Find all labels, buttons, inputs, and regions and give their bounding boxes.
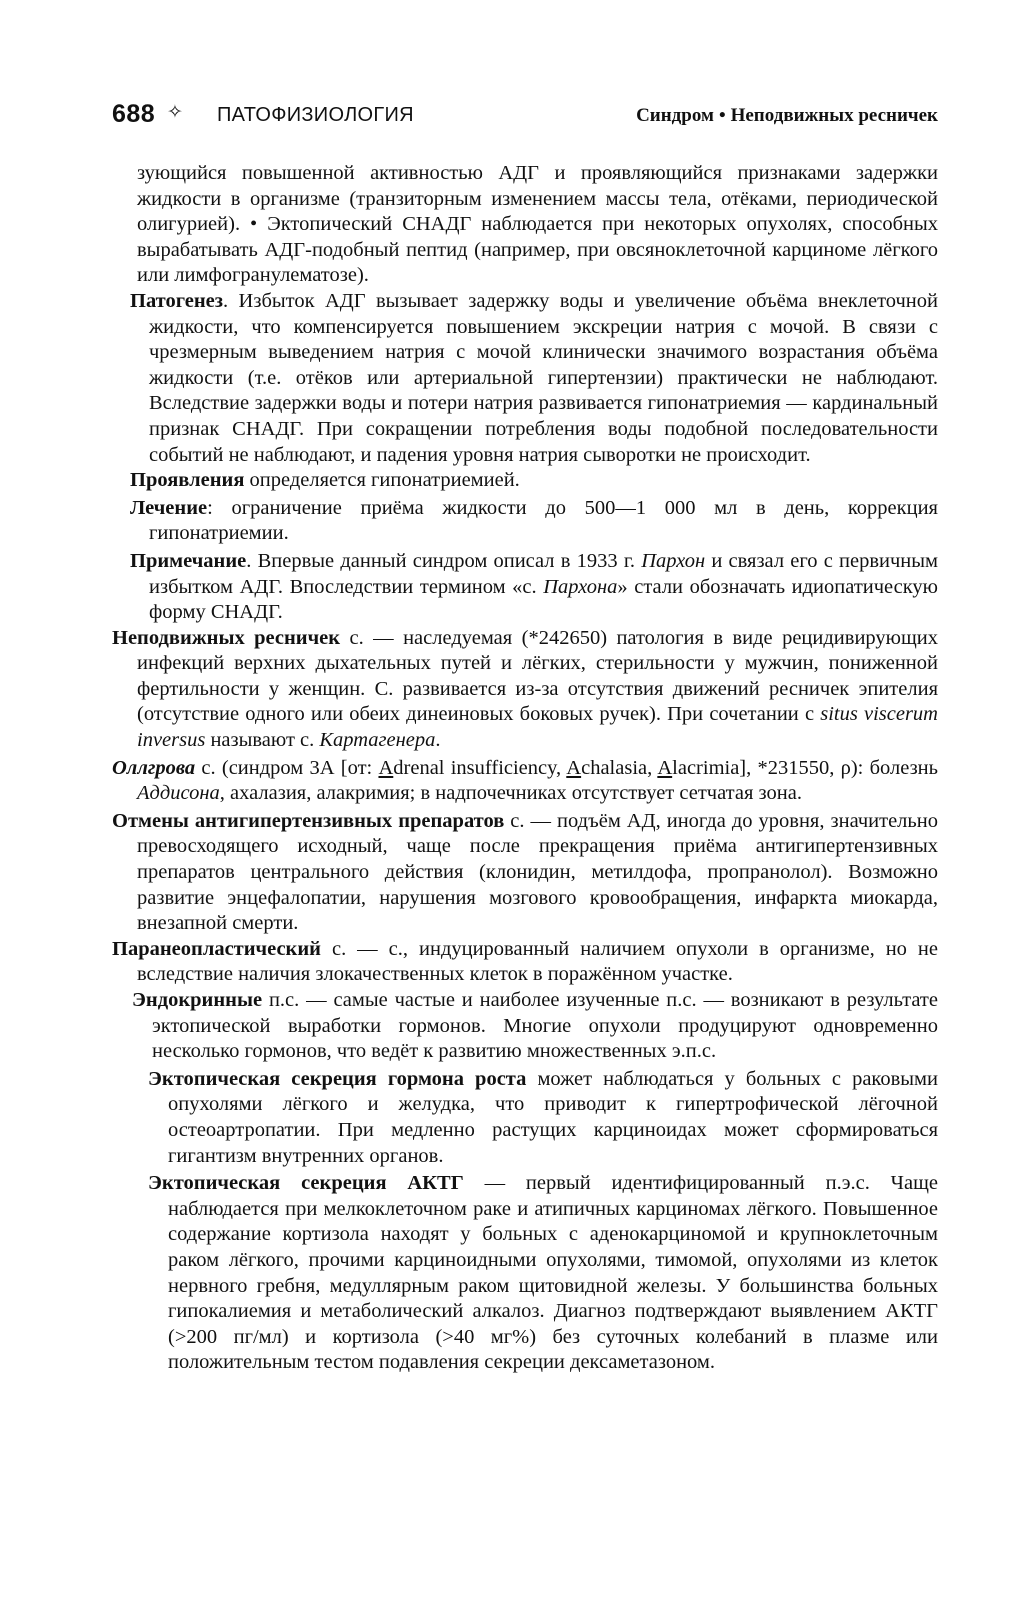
- entry-paraneoplastic-syndrome: [112, 937, 938, 988]
- entry-text: » стали обозначать идиопатическую форму СНАДГ.: [149, 575, 939, 624]
- entry-italic-name: Картагенера: [319, 729, 436, 752]
- entry-italic-name: Пархона: [543, 575, 618, 598]
- entry-ectopic-gh: [112, 1067, 938, 1169]
- entry-text: п.с. — самые частые и наиболее изученные п.с. — возникают в результате эктопической выработки гормонов. Многие опухоли продуцируют одновременно несколько гормонов, что ведёт к развитию множественных э.п.с.: [152, 989, 938, 1063]
- entry-text: lacrimia], *231550, ρ): болезнь: [672, 756, 938, 779]
- entry-text: может наблюдаться у больных с раковыми опухолями лёгкого и желудка, что приводит к гипертрофической лёгочной остеоартропатии. При медленно растущих карциноидах может сформироваться гигантизм внутренних органов.: [168, 1067, 938, 1167]
- entry-manifestations: [112, 468, 938, 494]
- entry-term: Примечание: [130, 549, 247, 572]
- entry-text: с. (синдром 3А [от:: [195, 756, 379, 779]
- entry-text: называют с.: [205, 729, 320, 752]
- entry-term: Паранеопластический: [112, 937, 321, 960]
- entry-text: . Впервые данный синдром описал в 1933 г.: [246, 549, 642, 572]
- entry-term: Отмены антигипертензивных препаратов: [112, 809, 505, 832]
- entry-text: : ограничение приёма жидкости до 500—1 000 мл в день, коррекция гипонатриемии.: [149, 496, 938, 545]
- entry-ectopic-acth: [112, 1171, 938, 1376]
- entry-underlined-letter: A: [566, 756, 582, 779]
- entry-text: определяется гипонатриемией.: [244, 469, 520, 492]
- entry-underlined-letter: A: [657, 756, 673, 779]
- entry-text: . Избыток АДГ вызывает задержку воды и увеличение объёма внеклеточной жидкости, что компенсируется повышением экскреции натрия с мочой. В связи с чрезмерным выведением натрия с мочой клинически значимого возрастания объёма жидкости (т.е. отёков или артериальной гипертензии) практически не наблюдают. Вследствие задержки воды и потери натрия развивается гипонатриемия — кардинальный признак СНАДГ. При сокращении потребления воды подобной последовательности событий не наблюдают, и падения уровня натрия сыворотки не происходит.: [149, 289, 938, 466]
- entry-text: с. — с., индуцированный наличием опухоли в организме, но не вследствие наличия злокачественных клеток в поражённом участке.: [137, 937, 938, 986]
- entry-note: [112, 549, 938, 626]
- entry-text: .: [435, 729, 441, 752]
- entry-term: Эктопическая секреция АКТГ: [148, 1172, 464, 1195]
- entry-antihypertensive-withdrawal: [112, 809, 938, 937]
- entry-pathogenesis: [112, 289, 938, 468]
- entry-italic-name: Аддисона: [137, 782, 220, 805]
- entry-term: Неподвижных ресничек: [112, 626, 341, 649]
- entry-text: зующийся повышенной активностью АДГ и проявляющийся признаками задержки жидкости в организме (транзиторным изменением массы тела, отёками, периодической олигурией). • Эктопический СНАДГ наблюдается при некоторых опухолях, способных вырабатывать АДГ-подобный пептид (например, при овсяноклеточной карциноме лёгкого или лимфогранулематозе).: [137, 162, 938, 287]
- entry-underlined-letter: A: [378, 756, 394, 779]
- section-title: ПАТОФИЗИОЛОГИЯ: [217, 104, 414, 126]
- entry-allgrove-syndrome: [112, 756, 938, 807]
- running-head-left: Синдром: [636, 105, 714, 126]
- running-head-separator: •: [718, 105, 726, 126]
- entry-text: drenal insufficiency,: [393, 756, 567, 779]
- diamond-icon: ✧: [167, 101, 183, 123]
- running-head: [636, 105, 938, 127]
- entry-text: , ахалазия, алакримия; в надпочечниках отсутствует сетчатая зона.: [219, 782, 802, 805]
- entry-text: с. — подъём АД, иногда до уровня, значительно превосходящего исходный, чаще после прекращения приёма антигипертензивных препаратов центрального действия (клонидин, метилдофа, пропранолол). Возможно развитие энцефалопатии, нарушения мозгового кровообращения, инфаркта миокарда, внезапной смерти.: [137, 809, 938, 935]
- entry-treatment: [112, 496, 938, 547]
- entry-immotile-cilia-syndrome: [112, 626, 938, 754]
- entry-text: — первый идентифицированный п.э.с. Чаще наблюдается при мелкоклеточном раке и атипичных карциномах лёгкого. Повышенное содержание кортизола находят у больных с аденокарциномой и крупноклеточным раком лёгкого, прочими карциноидными опухолями, тимомой, опухолями из клеток нервного гребня, медуллярным раком щитовидной железы. У большинства больных гипокалиемия и метаболический алкалоз. Диагноз подтверждают выявлением АКТГ (>200 пг/мл) и кортизола (>40 мг%) без суточных колебаний в плазме или положительным тестом подавления секреции дексаметазоном.: [168, 1172, 938, 1374]
- entry-term: Проявления: [130, 469, 245, 492]
- entry-text: с. — наследуемая (*242650) патология в виде рецидивирующих инфекций верхних дыхательных путей и лёгких, стерильности у мужчин, пониженной фертильности у женщин. С. развивается из-за отсутствия движений ресничек эпителия (отсутствие одного или обеих динеиновых боковых ручек). При сочетании с: [137, 626, 938, 726]
- entry-text: chalasia,: [581, 756, 658, 779]
- entry-term: Эндокринные: [132, 989, 263, 1011]
- entry-italic-name: Пархон: [641, 549, 706, 572]
- entry-siadh-continuation: [112, 161, 938, 289]
- page-number: 688: [112, 100, 156, 128]
- running-head-right: Неподвижных ресничек: [730, 105, 938, 126]
- page-body: [112, 161, 938, 1376]
- entry-endocrine-ps: [112, 988, 938, 1065]
- entry-term: Оллгрова: [112, 756, 196, 779]
- entry-term: Эктопическая секреция гормона роста: [148, 1067, 527, 1090]
- entry-italic-latin: situs viscerum inversus: [137, 703, 938, 752]
- page-header: [112, 100, 938, 136]
- entry-term: Лечение: [130, 496, 208, 519]
- entry-term: Патогенез: [130, 289, 224, 312]
- entry-text: и связал его с первичным избытком АДГ. Впоследствии термином «с.: [149, 549, 938, 598]
